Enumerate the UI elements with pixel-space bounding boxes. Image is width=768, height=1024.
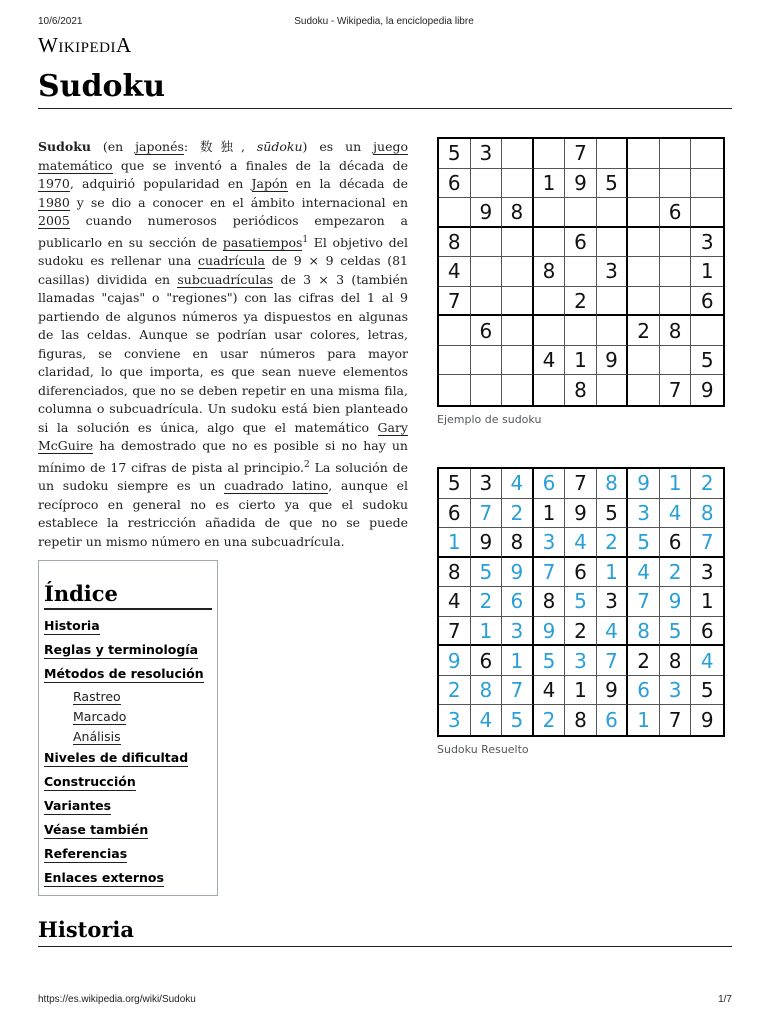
sudoku-cell [691, 139, 723, 169]
sudoku-cell: 6 [660, 528, 692, 558]
sudoku-cell [471, 169, 503, 199]
sudoku-cell: 5 [660, 617, 692, 647]
sudoku-cell [534, 228, 566, 258]
sudoku-cell: 6 [439, 499, 471, 529]
wikipedia-wordmark[interactable] [38, 33, 132, 58]
sudoku-cell: 4 [471, 705, 503, 735]
link-japon[interactable]: Japón [251, 176, 288, 191]
toc-item-label: Construcción [44, 774, 136, 789]
sudoku-cell: 3 [691, 228, 723, 258]
link-cuadrado-latino[interactable]: cuadrado latino [224, 478, 329, 494]
sudoku-cell: 3 [439, 705, 471, 735]
link-pasatiempos[interactable]: pasatiempos [222, 234, 303, 250]
sudoku-cell: 4 [534, 346, 566, 376]
sudoku-cell: 4 [597, 617, 629, 647]
sudoku-cell [534, 287, 566, 317]
sudoku-cell: 8 [565, 375, 597, 405]
sudoku-cell: 9 [439, 646, 471, 676]
sudoku-cell [439, 375, 471, 405]
sudoku-cell: 4 [439, 587, 471, 617]
sudoku-cell: 9 [597, 346, 629, 376]
sudoku-cell: 1 [628, 705, 660, 735]
toc-item[interactable] [44, 616, 212, 640]
toc-item[interactable] [44, 772, 212, 796]
sudoku-cell [628, 257, 660, 287]
sudoku-cell: 1 [439, 528, 471, 558]
sudoku-cell: 1 [565, 346, 597, 376]
sudoku-cell [502, 139, 534, 169]
table-of-contents [38, 560, 218, 896]
toc-item-label: Historia [44, 618, 100, 633]
sudoku-cell: 3 [471, 469, 503, 499]
sudoku-cell: 2 [471, 587, 503, 617]
sudoku-cell [628, 198, 660, 228]
sudoku-cell: 5 [691, 676, 723, 706]
toc-item[interactable] [44, 820, 212, 844]
section-divider [38, 946, 732, 947]
sudoku-cell: 8 [534, 587, 566, 617]
intro-romaji: sūdoku [256, 139, 303, 154]
toc-item[interactable] [44, 844, 212, 868]
sudoku-cell: 6 [439, 169, 471, 199]
sudoku-cell [502, 316, 534, 346]
sudoku-cell [660, 346, 692, 376]
link-2005[interactable]: 2005 [38, 213, 70, 228]
sudoku-cell: 5 [471, 558, 503, 588]
sudoku-cell: 3 [565, 646, 597, 676]
sudoku-cell [439, 316, 471, 346]
sudoku-cell [628, 169, 660, 199]
sudoku-cell: 6 [660, 198, 692, 228]
sudoku-cell: 3 [597, 257, 629, 287]
sudoku-cell [597, 316, 629, 346]
sudoku-cell [534, 316, 566, 346]
sudoku-cell: 1 [660, 469, 692, 499]
sudoku-cell: 1 [565, 676, 597, 706]
sudoku-cell: 4 [439, 257, 471, 287]
link-cuadricula[interactable]: cuadrícula [198, 253, 265, 269]
sudoku-cell: 1 [534, 499, 566, 529]
puzzle-grid [437, 137, 725, 407]
sudoku-cell [565, 316, 597, 346]
toc-item-label: Véase también [44, 822, 149, 837]
toc-item-label: Niveles de dificultad [44, 750, 189, 765]
link-juego-matematico[interactable]: juego matemático [38, 139, 408, 173]
link-subcuadriculas[interactable]: subcuadrículas [177, 271, 274, 287]
sudoku-cell: 2 [565, 617, 597, 647]
sudoku-cell [471, 228, 503, 258]
sudoku-cell: 5 [597, 499, 629, 529]
sudoku-cell: 7 [565, 139, 597, 169]
sudoku-cell: 7 [691, 528, 723, 558]
sudoku-cell [471, 287, 503, 317]
sudoku-cell: 1 [502, 646, 534, 676]
sudoku-cell: 4 [660, 499, 692, 529]
sudoku-cell: 9 [565, 169, 597, 199]
sudoku-cell: 8 [597, 469, 629, 499]
link-1970[interactable]: 1970 [38, 176, 70, 191]
toc-subitem-label: Análisis [73, 729, 121, 744]
sudoku-cell: 8 [439, 228, 471, 258]
sudoku-cell [597, 228, 629, 258]
sudoku-cell: 6 [471, 646, 503, 676]
intro-text: : 数独, [183, 139, 257, 154]
sudoku-cell: 5 [502, 705, 534, 735]
sudoku-cell [660, 287, 692, 317]
sudoku-cell [502, 287, 534, 317]
section-heading-historia: Historia [38, 917, 134, 942]
sudoku-cell [502, 169, 534, 199]
sudoku-cell [660, 139, 692, 169]
sudoku-cell: 4 [502, 469, 534, 499]
sudoku-cell: 6 [597, 705, 629, 735]
sudoku-cell: 2 [628, 646, 660, 676]
sudoku-cell [502, 228, 534, 258]
toc-subitem[interactable] [44, 728, 212, 748]
intro-term: Sudoku [38, 139, 91, 154]
intro-text: en la década de [287, 176, 409, 191]
sudoku-cell: 4 [565, 528, 597, 558]
toc-divider [44, 608, 212, 610]
sudoku-cell [534, 375, 566, 405]
sudoku-cell: 6 [691, 287, 723, 317]
sudoku-cell [471, 375, 503, 405]
sudoku-cell [691, 169, 723, 199]
solved-caption: Sudoku Resuelto [437, 743, 529, 756]
sudoku-cell: 1 [534, 169, 566, 199]
sudoku-cell: 5 [597, 169, 629, 199]
sudoku-cell: 6 [502, 587, 534, 617]
intro-text: ) es un [302, 139, 374, 154]
footer-url: https://es.wikipedia.org/wiki/Sudoku [38, 994, 196, 1005]
sudoku-cell: 2 [565, 287, 597, 317]
sudoku-cell: 5 [565, 587, 597, 617]
toc-item[interactable] [44, 748, 212, 772]
intro-text: (en [90, 139, 136, 154]
sudoku-cell [534, 198, 566, 228]
sudoku-cell: 2 [502, 499, 534, 529]
sudoku-cell [597, 375, 629, 405]
sudoku-cell: 2 [534, 705, 566, 735]
sudoku-cell: 3 [471, 139, 503, 169]
sudoku-cell: 9 [534, 617, 566, 647]
sudoku-cell: 1 [691, 587, 723, 617]
sudoku-cell: 3 [660, 676, 692, 706]
sudoku-cell: 7 [660, 375, 692, 405]
sudoku-cell: 5 [691, 346, 723, 376]
sudoku-cell: 7 [660, 705, 692, 735]
sudoku-cell: 6 [691, 617, 723, 647]
link-japones[interactable]: japonés [135, 139, 184, 154]
sudoku-cell [628, 287, 660, 317]
sudoku-cell [660, 169, 692, 199]
toc-subitem[interactable] [44, 688, 212, 708]
sudoku-cell: 1 [471, 617, 503, 647]
sudoku-cell: 7 [597, 646, 629, 676]
sudoku-cell: 6 [628, 676, 660, 706]
reference-1[interactable]: 1 [302, 234, 309, 245]
sudoku-cell: 6 [471, 316, 503, 346]
toc-item-label: Referencias [44, 846, 128, 861]
intro-text: La solución de un sudoku siempre es un [38, 459, 409, 494]
intro-text: , aunque el recíproco en general no es cierto ya que el sudoku establece la restricción añadida de que no se puede repetir un mismo número en una subcuadrícula. [38, 478, 408, 549]
sudoku-cell: 2 [628, 316, 660, 346]
sudoku-cell: 5 [439, 469, 471, 499]
intro-text: que se inventó a finales de la década de [112, 157, 408, 173]
sudoku-cell [502, 346, 534, 376]
sudoku-cell: 8 [439, 558, 471, 588]
toc-item[interactable] [44, 796, 212, 820]
reference-2[interactable]: 2 [304, 459, 310, 470]
toc-item[interactable] [44, 868, 212, 892]
sudoku-cell [628, 375, 660, 405]
toc-item-label: Reglas y terminología [44, 642, 199, 657]
sudoku-cell: 9 [700, 708, 714, 733]
sudoku-cell: 6 [534, 469, 566, 499]
sudoku-cell [439, 198, 471, 228]
sudoku-cell [660, 228, 692, 258]
intro-text: de 9 × 9 celdas (81 casillas) dividida en [38, 253, 408, 287]
sudoku-cell: 9 [471, 198, 503, 228]
sudoku-cell [597, 139, 629, 169]
sudoku-cell: 3 [691, 558, 723, 588]
link-1980[interactable]: 1980 [38, 194, 70, 210]
sudoku-cell: 9 [565, 499, 597, 529]
toc-item-label: Variantes [44, 798, 112, 813]
sudoku-cell [502, 257, 534, 287]
sudoku-cell: 4 [628, 558, 660, 588]
sudoku-cell [597, 198, 629, 228]
sudoku-cell: 4 [534, 676, 566, 706]
sudoku-cell: 6 [565, 558, 597, 588]
wordmark-initial: W [38, 33, 59, 57]
sudoku-cell [660, 257, 692, 287]
toc-item[interactable] [44, 664, 212, 688]
sudoku-cell [691, 316, 723, 346]
toc-title: Índice [44, 581, 118, 606]
sudoku-cell: 8 [628, 617, 660, 647]
sudoku-cell [471, 346, 503, 376]
title-divider [38, 108, 732, 109]
sudoku-cell: 4 [691, 646, 723, 676]
puzzle-caption: Ejemplo de sudoku [437, 413, 542, 426]
intro-text: de 3 × 3 (también llamadas "cajas" o "regiones") con las cifras del 1 al 9 partiendo de algunos números ya dispuestos en algunas de las celdas. Aunque se podrían usar colores, letras, figuras, se conviene en usar números para mayor claridad, lo que importa, es que sean nueve elementos diferenciados, que no se deben repetir en una misma fila, columna o subcuadrícula. Un sudoku está bien planteado si la solución es única, algo que el matemático [38, 271, 408, 435]
sudoku-cell: 8 [502, 198, 534, 228]
sudoku-cell: 7 [628, 587, 660, 617]
sudoku-cell: 9 [700, 378, 714, 403]
sudoku-cell: 7 [471, 499, 503, 529]
toc-list [44, 616, 212, 892]
footer-page-number: 1/7 [718, 994, 732, 1005]
solved-grid [437, 467, 725, 737]
toc-subitem-label: Rastreo [73, 689, 121, 704]
solved-figure [437, 467, 725, 756]
sudoku-cell: 8 [565, 705, 597, 735]
sudoku-cell: 5 [439, 139, 471, 169]
sudoku-cell: 9 [471, 528, 503, 558]
sudoku-cell [628, 228, 660, 258]
sudoku-cell: 1 [597, 558, 629, 588]
sudoku-cell: 9 [660, 587, 692, 617]
sudoku-cell: 2 [691, 469, 723, 499]
sudoku-cell: 8 [691, 499, 723, 529]
toc-subitem-label: Marcado [73, 709, 127, 724]
intro-text: cuando numerosos periódicos empezaron a publicarlo en su sección de [38, 213, 408, 250]
sudoku-cell: 9 [628, 469, 660, 499]
intro-text: y se dio a conocer en el ámbito internacional en [69, 194, 408, 210]
sudoku-cell: 5 [534, 646, 566, 676]
wordmark-final: A [115, 33, 132, 57]
print-header-title: Sudoku - Wikipedia, la enciclopedia libre [294, 16, 474, 27]
print-date: 10/6/2021 [38, 16, 83, 27]
intro-text: ha demostrado que no es posible si no hay un mínimo de 17 cifras de pista al principio. [38, 438, 408, 475]
sudoku-cell: 7 [534, 558, 566, 588]
sudoku-cell: 6 [565, 228, 597, 258]
sudoku-cell: 3 [628, 499, 660, 529]
intro-text: El objetivo del sudoku es rellenar una [38, 234, 408, 269]
sudoku-cell [628, 139, 660, 169]
sudoku-cell [471, 257, 503, 287]
sudoku-cell [597, 287, 629, 317]
page-title: Sudoku [38, 69, 166, 104]
toc-item[interactable] [44, 640, 212, 664]
sudoku-cell: 3 [597, 587, 629, 617]
sudoku-cell: 5 [628, 528, 660, 558]
toc-subitem[interactable] [44, 708, 212, 728]
sudoku-cell: 2 [660, 558, 692, 588]
sudoku-cell: 9 [597, 676, 629, 706]
sudoku-cell: 8 [660, 316, 692, 346]
puzzle-figure [437, 137, 725, 426]
sudoku-cell: 8 [502, 528, 534, 558]
sudoku-cell: 7 [502, 676, 534, 706]
sudoku-cell: 3 [502, 617, 534, 647]
sudoku-cell: 8 [660, 646, 692, 676]
toc-item-label: Enlaces externos [44, 870, 164, 885]
intro-paragraph [38, 138, 408, 551]
sudoku-cell: 7 [439, 287, 471, 317]
link-gary-mcguire[interactable]: Gary McGuire [38, 419, 408, 454]
wordmark-smallcaps: IKIPEDI [58, 40, 116, 56]
sudoku-cell [439, 346, 471, 376]
toc-item-label: Métodos de resolución [44, 666, 204, 681]
sudoku-cell [502, 375, 534, 405]
intro-text: , adquirió popularidad en [69, 176, 252, 191]
sudoku-cell: 3 [534, 528, 566, 558]
sudoku-cell: 8 [471, 676, 503, 706]
sudoku-cell [565, 257, 597, 287]
sudoku-cell [628, 346, 660, 376]
sudoku-cell: 8 [534, 257, 566, 287]
sudoku-cell [534, 139, 566, 169]
sudoku-cell [691, 198, 723, 228]
sudoku-cell: 7 [439, 617, 471, 647]
sudoku-cell [565, 198, 597, 228]
sudoku-cell: 9 [502, 558, 534, 588]
sudoku-cell: 2 [439, 676, 471, 706]
sudoku-cell: 1 [691, 257, 723, 287]
sudoku-cell: 2 [597, 528, 629, 558]
sudoku-cell: 7 [565, 469, 597, 499]
